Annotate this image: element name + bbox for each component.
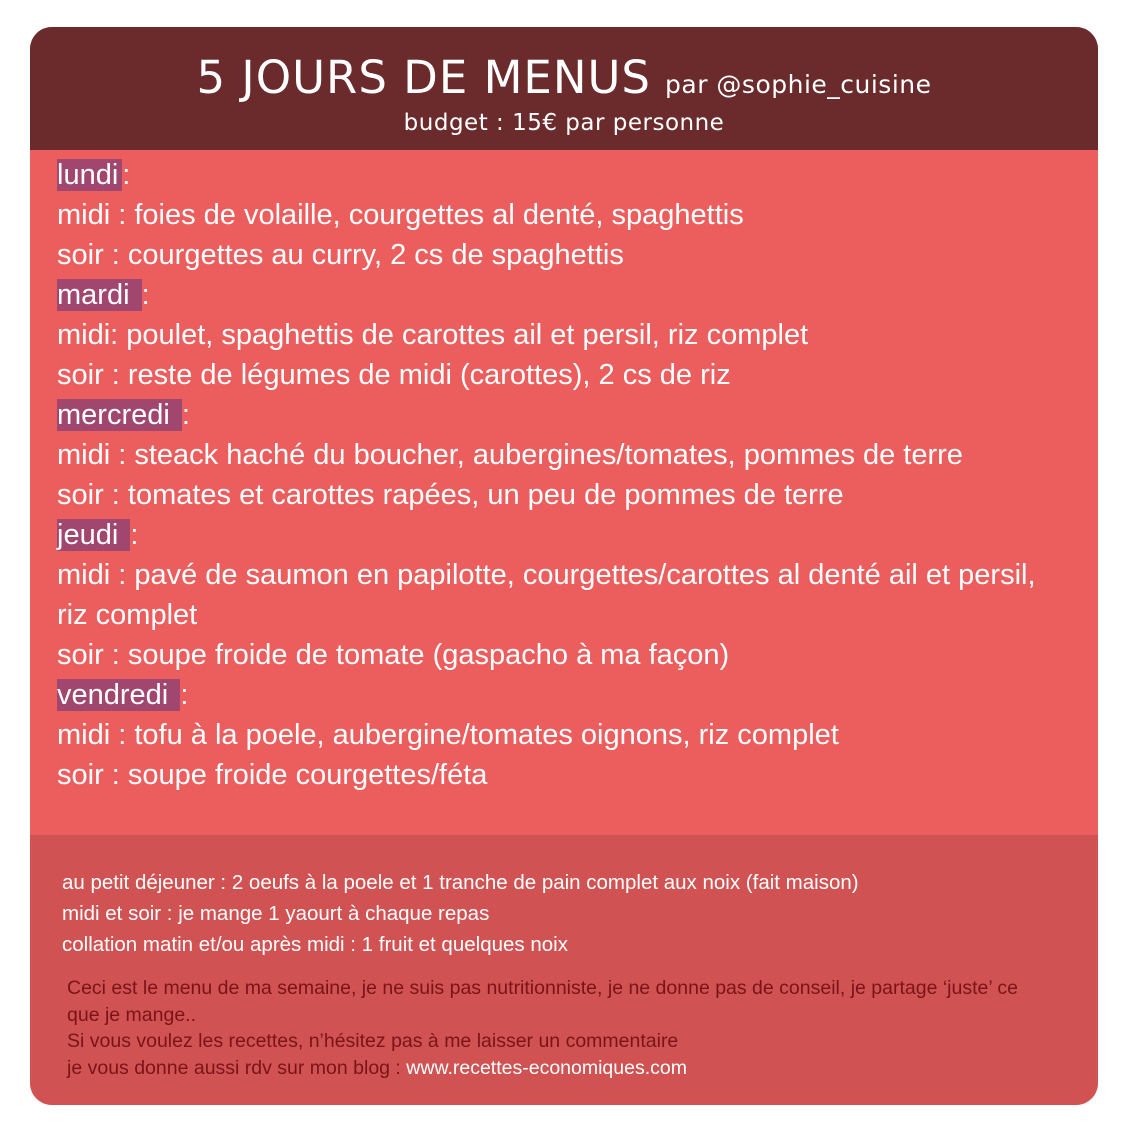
meal-line: midi : foies de volaille, courgettes al denté, spaghettis — [57, 199, 744, 231]
day-heading — [57, 275, 1067, 315]
day-name: mercredi — [57, 399, 182, 431]
day-block-vendredi — [57, 675, 1067, 795]
menu-card — [30, 27, 1098, 1105]
day-colon: : — [130, 519, 139, 551]
author-credit: par @sophie_cuisine — [665, 70, 932, 99]
day-heading — [57, 515, 1067, 555]
note-line: au petit déjeuner : 2 oeufs à la poele et 1 tranche de pain complet aux noix (fait maison) — [62, 871, 859, 894]
day-name: vendredi — [57, 679, 180, 711]
day-heading — [57, 395, 1067, 435]
header — [30, 27, 1098, 150]
meal-line: soir : courgettes au curry, 2 cs de spaghettis — [57, 239, 624, 271]
meal-line: midi: poulet, spaghettis de carottes ail et persil, riz complet — [57, 319, 809, 351]
meal-line: soir : soupe froide courgettes/féta — [57, 759, 488, 791]
day-colon: : — [180, 679, 189, 711]
day-heading — [57, 155, 1067, 195]
day-colon: : — [122, 159, 131, 191]
day-heading — [57, 675, 1067, 715]
meal-line: midi : pavé de saumon en papilotte, courgettes/carottes al denté ail et persil, riz complet — [57, 559, 1036, 631]
meal-line: midi : tofu à la poele, aubergine/tomates oignons, riz complet — [57, 719, 839, 751]
daily-notes — [62, 867, 1072, 960]
day-block-mercredi — [57, 395, 1067, 515]
day-block-mardi — [57, 275, 1067, 395]
disclaimer — [67, 975, 1047, 1081]
disclaimer-line: Ceci est le menu de ma semaine, je ne suis pas nutritionniste, je ne donne pas de conseil, je partage ‘juste’ ce que je mange.. — [67, 977, 1018, 1026]
day-block-lundi — [57, 155, 1067, 275]
day-name: lundi — [57, 159, 122, 191]
meal-line: soir : reste de légumes de midi (carottes), 2 cs de riz — [57, 359, 731, 391]
blog-prefix: je vous donne aussi rdv sur mon blog : — [67, 1056, 407, 1079]
note-line: collation matin et/ou après midi : 1 fruit et quelques noix — [62, 933, 568, 956]
meal-line: soir : tomates et carottes rapées, un peu de pommes de terre — [57, 479, 844, 511]
day-name: jeudi — [57, 519, 130, 551]
meal-line: midi : steack haché du boucher, aubergines/tomates, pommes de terre — [57, 439, 963, 471]
blog-url: www.recettes-economiques.com — [406, 1056, 687, 1079]
day-colon: : — [141, 279, 150, 311]
note-line: midi et soir : je mange 1 yaourt à chaque repas — [62, 902, 490, 925]
footer-panel — [30, 835, 1098, 1105]
disclaimer-line — [67, 1055, 1047, 1082]
budget-subtitle: budget : 15€ par personne — [403, 110, 725, 136]
disclaimer-line: Si vous voulez les recettes, n’hésitez pas à me laisser un commentaire — [67, 1030, 679, 1052]
day-name: mardi — [57, 279, 142, 311]
day-block-jeudi — [57, 515, 1067, 675]
day-colon: : — [181, 399, 190, 431]
weekly-menu — [57, 155, 1067, 795]
meal-line: soir : soupe froide de tomate (gaspacho à ma façon) — [57, 639, 730, 671]
title-line — [30, 51, 1098, 104]
page-title: 5 JOURS DE MENUS — [196, 51, 651, 104]
